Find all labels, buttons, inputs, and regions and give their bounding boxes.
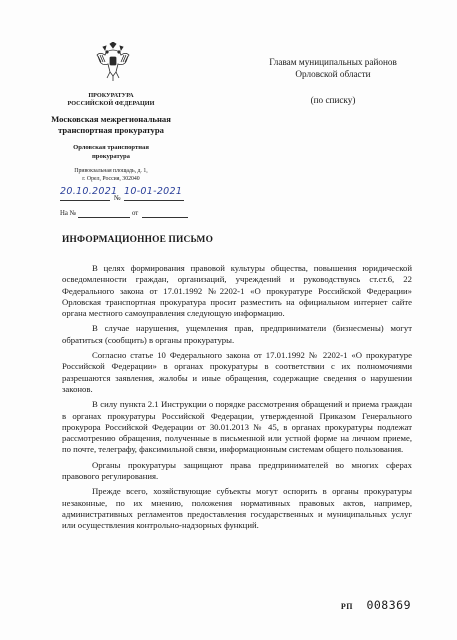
handwritten-reg-number: 10-01-2021 [124, 186, 183, 197]
body-paragraph: Прежде всего, хозяйствующие субъекты могут оспорить в органы прокуратуры незаконные, по их мнению, положения нормативных правовых актов, например, административных регламентов предоставления государственных и муниципальных услуг или осуществления контрольно-надзорных функций. [62, 486, 412, 531]
addressee-line-3: (по списку) [310, 95, 356, 105]
org-name-line-2: транспортная прокуратура [58, 125, 164, 135]
letter-title: ИНФОРМАЦИОННОЕ ПИСЬМО [62, 235, 214, 245]
reg-number-label: № [114, 194, 121, 202]
date-underline [60, 200, 110, 201]
sub-org-line-2: прокуратура [92, 152, 130, 160]
on-number-label: На № [60, 210, 77, 217]
body-paragraph: В целях формирования правовой культуры общества, повышения юридической осведомленности граждан, организаций, учреждений и руководствуясь ст.ст.6, 22 Федерального закона от 17.01.1992 №2202-1 «О прокуратуре Российской Федерации» Орловская транспортная прокуратура просит разместить на официальном интернет сайте органа местного самоуправления следующую информацию. [62, 263, 412, 319]
body-paragraph: В случае нарушения, ущемления прав, предприниматели (бизнесмены) могут обратиться (сообщить) в органы прокуратуры. [62, 323, 412, 345]
from-underline [142, 217, 188, 218]
addressee-line-1: Главам муниципальных районов [269, 57, 397, 67]
from-label: от [132, 210, 139, 217]
org-name [46, 114, 176, 136]
body-paragraph: Согласно статье 10 Федерального закона от 17.01.1992 № 2202-1 «О прокуратуре Российской Федерации» в органах прокуратуры в соответствии с их полномочиями разрешаются заявления, жалобы и иные обращения, содержащие сведения о нарушении законов. [62, 350, 412, 394]
org-name-line-1: Московская межрегиональная [51, 114, 171, 124]
sub-org-name [46, 144, 176, 161]
reference-line [60, 210, 210, 220]
org-address [46, 168, 176, 183]
body-paragraph: Органы прокуратуры защищают права предпринимателей во многих сферах правового регулирования. [62, 459, 412, 482]
addressee-block [258, 56, 408, 106]
address-line-1: Привокзальная площадь, д. 1, [74, 168, 148, 174]
address-line-2: г. Орел, Россия, 302040 [82, 175, 140, 182]
double-headed-eagle-emblem-icon [96, 42, 130, 82]
letter-body [62, 263, 412, 536]
org-header-prosecutor [46, 92, 176, 108]
serial-prefix: РП [340, 602, 354, 611]
number-underline [124, 200, 184, 201]
on-number-underline [78, 217, 130, 218]
form-serial-number [341, 598, 411, 612]
org-line-1: ПРОКУРАТУРА [88, 92, 134, 99]
addressee-line-2: Орловской области [295, 69, 371, 79]
serial-number: 008369 [366, 598, 411, 612]
sub-org-line-1: Орловская транспортная [73, 144, 149, 151]
body-paragraph: В силу пункта 2.1 Инструкции о порядке рассмотрения обращений и приема граждан в органах прокуратуры Российской Федерации, утвержденной Приказом Генерального прокурора Российской Федерации от 30.01.2013 № 45, в органах прокуратуры подлежат рассмотрению обращения, полученные в письменной или устной форме на личном приеме, по почте, телеграфу, факсимильной связи, информационным системам общего пользования. [62, 399, 412, 455]
handwritten-reg-date: 20.10.2021 [60, 186, 118, 197]
org-line-2: РОССИЙСКОЙ ФЕДЕРАЦИИ [67, 100, 155, 107]
